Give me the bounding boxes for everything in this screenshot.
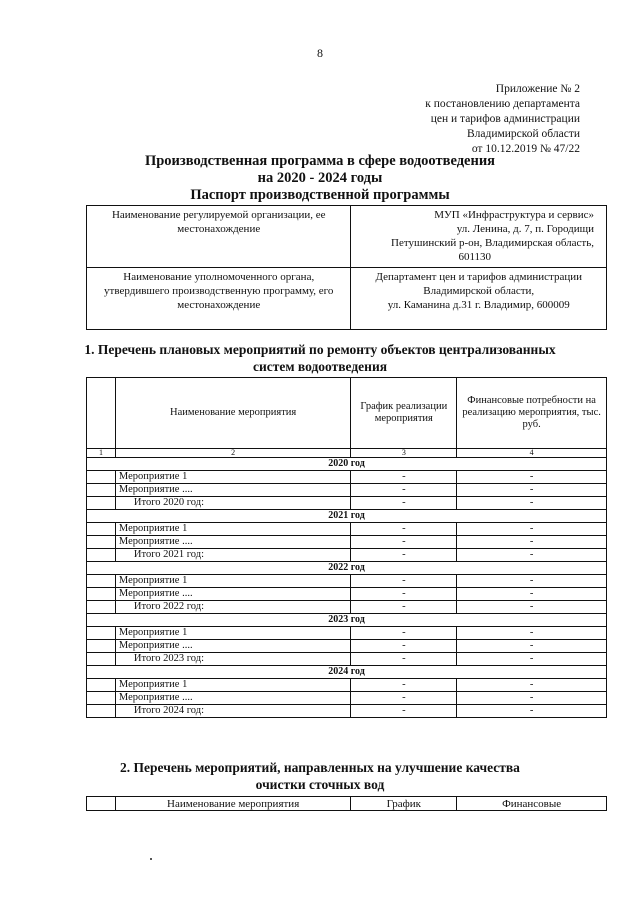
total-label: Итого 2020 год: <box>115 497 350 510</box>
year-label: 2024 год <box>87 666 607 679</box>
header-finance: Финансовые потребности на реализацию мероприятия, тыс. руб. <box>457 378 607 449</box>
schedule-value: - <box>351 588 457 601</box>
table-row <box>87 471 607 484</box>
finance-value: - <box>457 575 607 588</box>
finance-value: - <box>457 653 607 666</box>
passport-row <box>87 268 607 330</box>
appendix-line: Приложение № 2 <box>495 83 580 95</box>
section2-title-2: очистки сточных вод <box>255 777 385 792</box>
activity-name: Мероприятие .... <box>115 588 350 601</box>
section1-title-1: 1. Перечень плановых мероприятий по ремонту объектов централизованных <box>84 342 556 357</box>
title-line-2: на 2020 - 2024 годы <box>257 170 383 186</box>
schedule-value: - <box>351 536 457 549</box>
activity-name: Мероприятие 1 <box>115 575 350 588</box>
appendix-line: от 10.12.2019 № 47/22 <box>471 143 580 155</box>
passport-table <box>86 205 607 330</box>
finance-value: - <box>457 471 607 484</box>
activity-name: Мероприятие .... <box>115 692 350 705</box>
finance-value: - <box>457 497 607 510</box>
header-name: Наименование мероприятия <box>115 797 351 811</box>
year-row <box>87 458 607 471</box>
table-header-row <box>87 797 607 811</box>
total-label: Итого 2024 год: <box>115 705 350 718</box>
activity-name: Мероприятие .... <box>115 484 350 497</box>
schedule-value: - <box>351 692 457 705</box>
table-row <box>87 679 607 692</box>
finance-value: - <box>457 601 607 614</box>
header-finance: Финансовые <box>457 797 607 811</box>
column-number: 1 <box>87 449 116 458</box>
schedule-value: - <box>351 653 457 666</box>
scan-speck <box>150 858 152 860</box>
header-schedule: График <box>351 797 457 811</box>
repair-plan-table <box>86 377 607 718</box>
passport-org-label: Наименование регулируемой организации, ее местонахождение <box>87 206 351 268</box>
table-row <box>87 692 607 705</box>
appendix-line: цен и тарифов администрации <box>430 113 580 125</box>
table-row <box>87 484 607 497</box>
column-number-row <box>87 449 607 458</box>
activity-name: Мероприятие 1 <box>115 523 350 536</box>
schedule-value: - <box>351 679 457 692</box>
schedule-value: - <box>351 523 457 536</box>
table-row <box>87 497 607 510</box>
total-label: Итого 2021 год: <box>115 549 350 562</box>
table-row <box>87 523 607 536</box>
title-line-1: Производственная программа в сфере водоотведения <box>144 153 496 169</box>
table-row <box>87 588 607 601</box>
activity-name: Мероприятие 1 <box>115 679 350 692</box>
finance-value: - <box>457 523 607 536</box>
section1-title-2: систем водоотведения <box>252 359 388 374</box>
year-row <box>87 562 607 575</box>
year-label: 2023 год <box>87 614 607 627</box>
header-cell-1 <box>87 378 116 449</box>
schedule-value: - <box>351 575 457 588</box>
table-row <box>87 653 607 666</box>
schedule-value: - <box>351 640 457 653</box>
year-row <box>87 614 607 627</box>
activity-name: Мероприятие 1 <box>115 471 350 484</box>
total-label: Итого 2022 год: <box>115 601 350 614</box>
page-number: 8 <box>317 46 323 60</box>
header-name: Наименование мероприятия <box>115 378 350 449</box>
org-address: Петушинский р-он, Владимирская область, <box>391 237 594 249</box>
activity-name: Мероприятие 1 <box>115 627 350 640</box>
authority-name: Департамент цен и тарифов администрации <box>375 271 582 283</box>
finance-value: - <box>457 705 607 718</box>
appendix-line: Владимирской области <box>466 128 580 140</box>
finance-value: - <box>457 640 607 653</box>
appendix-block <box>425 82 580 157</box>
table-row <box>87 549 607 562</box>
appendix-line: к постановлению департамента <box>425 98 580 110</box>
table-header-row <box>87 378 607 449</box>
finance-value: - <box>457 627 607 640</box>
table-row <box>87 640 607 653</box>
year-label: 2021 год <box>87 510 607 523</box>
org-name: МУП «Инфраструктура и сервис» <box>434 209 594 221</box>
schedule-value: - <box>351 471 457 484</box>
finance-value: - <box>457 484 607 497</box>
table-row <box>87 536 607 549</box>
year-row <box>87 666 607 679</box>
passport-authority-label: Наименование уполномоченного органа, утвердившего производственную программу, его местонахождение <box>87 268 351 330</box>
activity-name: Мероприятие .... <box>115 536 350 549</box>
schedule-value: - <box>351 627 457 640</box>
year-label: 2022 год <box>87 562 607 575</box>
finance-value: - <box>457 536 607 549</box>
schedule-value: - <box>351 484 457 497</box>
section2-title-1: 2. Перечень мероприятий, направленных на улучшение качества <box>120 760 520 775</box>
column-number: 4 <box>457 449 607 458</box>
year-label: 2020 год <box>87 458 607 471</box>
schedule-value: - <box>351 705 457 718</box>
finance-value: - <box>457 588 607 601</box>
finance-value: - <box>457 679 607 692</box>
authority-address: ул. Каманина д.31 г. Владимир, 600009 <box>387 299 570 311</box>
table-row <box>87 705 607 718</box>
schedule-value: - <box>351 549 457 562</box>
table-row <box>87 575 607 588</box>
table-row <box>87 627 607 640</box>
schedule-value: - <box>351 601 457 614</box>
passport-row <box>87 206 607 268</box>
total-label: Итого 2023 год: <box>115 653 350 666</box>
title-line-3: Паспорт производственной программы <box>190 187 450 203</box>
finance-value: - <box>457 549 607 562</box>
activity-name: Мероприятие .... <box>115 640 350 653</box>
column-number: 2 <box>115 449 350 458</box>
passport-authority-value <box>351 268 607 330</box>
column-number: 3 <box>351 449 457 458</box>
table-row <box>87 601 607 614</box>
org-address: ул. Ленина, д. 7, п. Городищи <box>456 223 594 235</box>
finance-value: - <box>457 692 607 705</box>
passport-org-value <box>351 206 607 268</box>
authority-name: Владимирской области, <box>423 285 535 297</box>
year-row <box>87 510 607 523</box>
header-schedule: График реализации мероприятия <box>351 378 457 449</box>
quality-measures-table <box>86 796 607 811</box>
schedule-value: - <box>351 497 457 510</box>
org-postcode: 601130 <box>458 251 492 263</box>
